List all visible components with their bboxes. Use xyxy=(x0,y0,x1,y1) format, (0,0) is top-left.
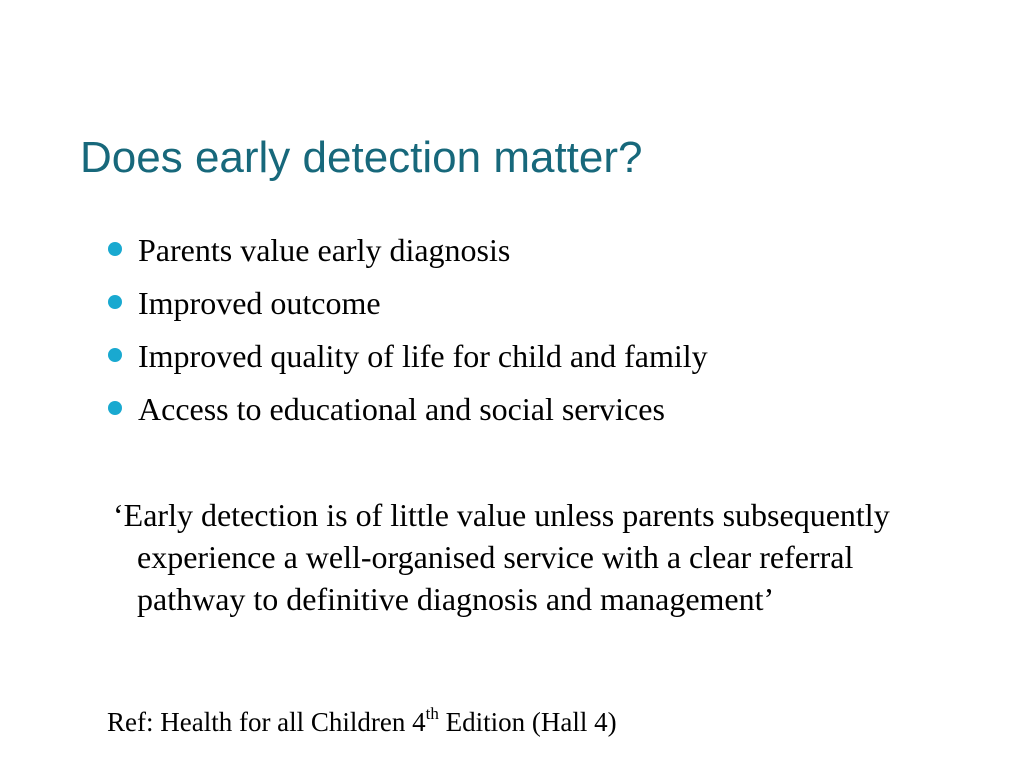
bullet-dot-icon xyxy=(108,295,122,309)
bullet-item xyxy=(104,281,708,334)
bullet-dot-icon xyxy=(108,348,122,362)
bullet-dot-icon xyxy=(108,242,122,256)
quote-paragraph xyxy=(113,494,1013,620)
reference-suffix: Edition (Hall 4) xyxy=(438,707,617,737)
bullet-item xyxy=(104,228,708,281)
bullet-text: Improved quality of life for child and family xyxy=(138,338,708,374)
quote-line: pathway to definitive diagnosis and management’ xyxy=(137,581,775,617)
bullet-text: Parents value early diagnosis xyxy=(138,232,511,268)
bullet-item xyxy=(104,334,708,387)
bullet-item xyxy=(104,387,708,440)
reference-prefix: Ref: Health for all Children 4 xyxy=(107,707,426,737)
bullet-text: Access to educational and social services xyxy=(138,391,665,427)
quote-line: experience a well-organised service with a clear referral xyxy=(137,539,854,575)
quote-line: ‘Early detection is of little value unless parents subsequently xyxy=(113,497,890,533)
slide-title: Does early detection matter? xyxy=(80,133,643,182)
bullet-dot-icon xyxy=(108,401,122,415)
reference-citation xyxy=(107,702,617,742)
reference-superscript: th xyxy=(425,704,439,723)
bullet-text: Improved outcome xyxy=(138,285,381,321)
bullet-list xyxy=(104,228,708,440)
